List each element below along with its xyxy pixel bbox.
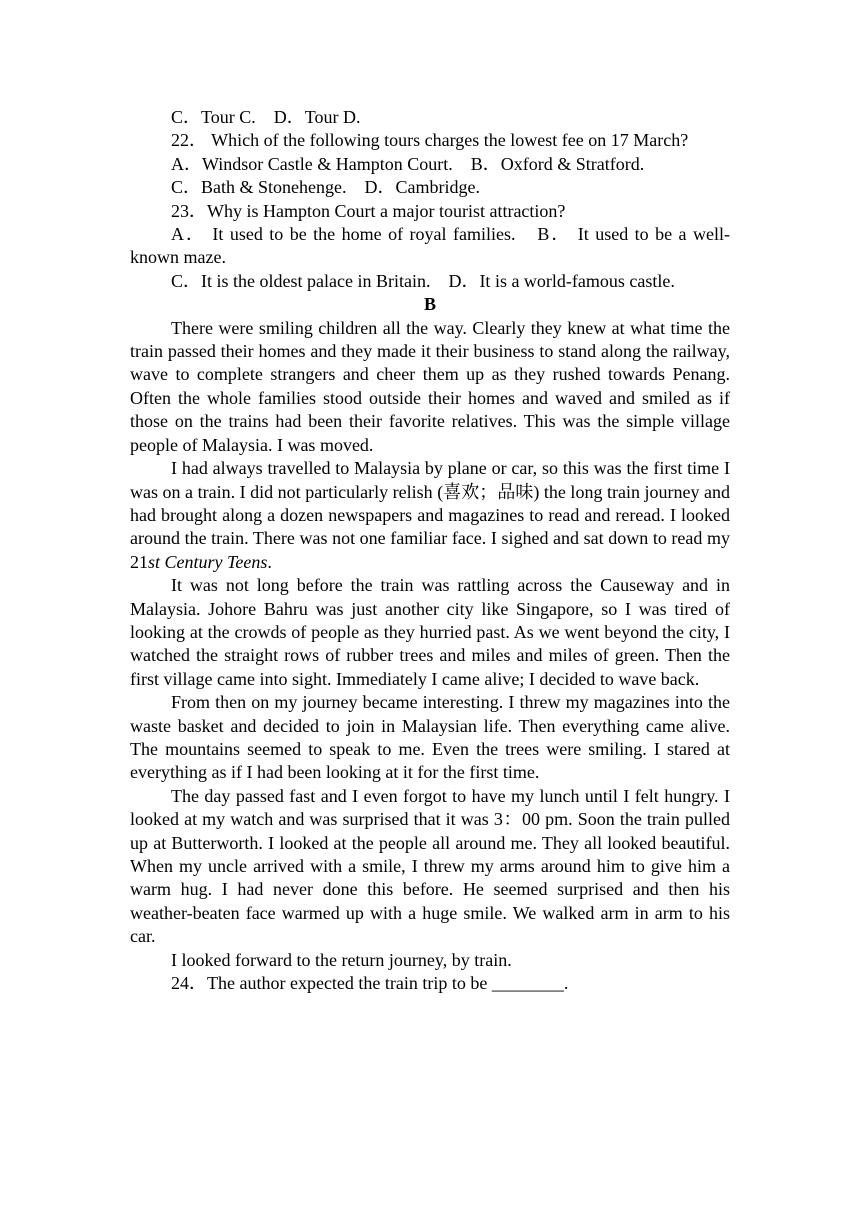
- q22-options-ab: A．Windsor Castle & Hampton Court. B．Oxford & Stratford.: [171, 153, 645, 174]
- q23-options-cd: C．It is the oldest palace in Britain. D．It is a world-famous castle.: [171, 270, 675, 291]
- passage-paragraph-5: The day passed fast and I even forgot to have my lunch until I felt hungry. I looked at my watch and was surprised that it was 3：00 pm. Soon the train pulled up at Butterworth. I looked at the people all around me. They all looked beautiful. When my uncle arrived with a smile, I threw my arms around him to give him a warm hug. I had never done this before. He seemed surprised and then his weather-beaten face warmed up with a huge smile. We walked arm in arm to his car.: [130, 785, 730, 947]
- section-b-heading: B: [423, 294, 436, 315]
- q24-stem: 24．The author expected the train trip to be ________.: [171, 973, 569, 994]
- passage-paragraph-2: [130, 457, 730, 574]
- exam-page: [130, 106, 730, 995]
- q23-options-ab: A． It used to be the home of royal families. B． It used to be a well-known maze.: [130, 224, 730, 268]
- passage-paragraph-3: It was not long before the train was rattling across the Causeway and in Malaysia. Johore Bahru was just another city like Singapore, so I was tired of looking at the crowds of people as they hurried past. As we went beyond the city, I watched the straight rows of rubber trees and miles and miles of green. Then the first village came into sight. Immediately I came alive; I decided to wave back.: [130, 575, 730, 689]
- q22-options-cd: C．Bath & Stonehenge. D．Cambridge.: [171, 177, 480, 198]
- passage-paragraph-6: I looked forward to the return journey, by train.: [171, 949, 512, 970]
- q21-options-cd: C．Tour C. D．Tour D.: [171, 107, 361, 127]
- q22-stem: 22． Which of the following tours charges the lowest fee on 17 March?: [171, 130, 689, 151]
- magazine-title: st Century Teens: [148, 551, 268, 572]
- passage-paragraph-2-text: I had always travelled to Malaysia by plane or car, so this was the first time I was on a train. I did not particularly relish (喜欢；品味) the long train journey and had brought along a dozen newspapers and magazines to read and reread. I looked around the train. There was not one familiar face. I sighed and sat down to read my 21: [130, 458, 730, 572]
- passage-paragraph-2-end: .: [267, 551, 272, 572]
- q23-stem: 23．Why is Hampton Court a major tourist attraction?: [171, 200, 566, 221]
- passage-paragraph-1: There were smiling children all the way. Clearly they knew at what time the train passed their homes and they made it their business to stand along the railway, wave to complete strangers and cheer them up as they rushed towards Penang. Often the whole families stood outside their homes and waved and smiled as if those on the trains had been their favorite relatives. This was the simple village people of Malaysia. I was moved.: [130, 317, 730, 455]
- passage-paragraph-4: From then on my journey became interesting. I threw my magazines into the waste basket and decided to join in Malaysian life. Then everything came alive. The mountains seemed to speak to me. Even the trees were smiling. I stared at everything as if I had been looking at it for the first time.: [130, 692, 730, 783]
